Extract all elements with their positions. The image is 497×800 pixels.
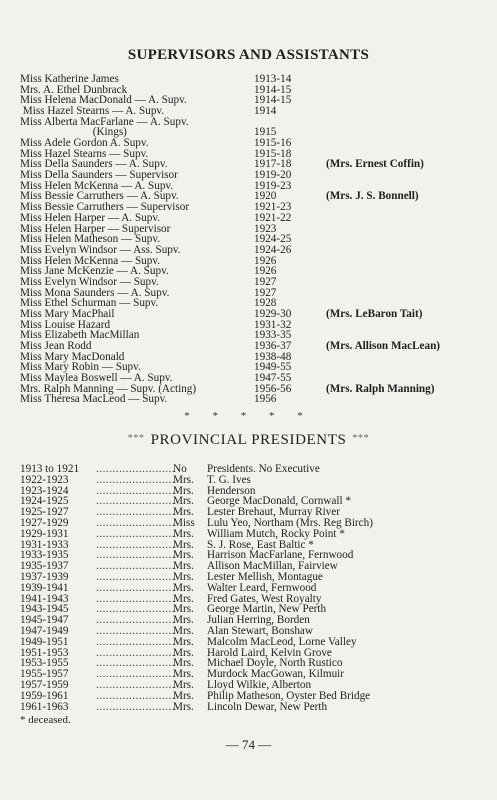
supervisor-name: Miss Mary MacPhail — [20, 307, 115, 320]
president-title: Mrs. — [173, 484, 194, 497]
section-divider: * * * * * — [184, 410, 313, 422]
leader-dots: ........................ — [96, 679, 176, 691]
leader-dots: ........................ — [96, 506, 176, 519]
presidents-heading — [0, 432, 497, 449]
supervisor-name: (Kings) — [20, 126, 127, 139]
leader-dots: ........................ — [96, 549, 176, 562]
term-years: 1925-1927 — [20, 506, 69, 519]
supervisor-years: 1914-15 — [254, 83, 292, 96]
term-years: 1924-1925 — [20, 495, 69, 508]
president-name: Presidents. No Executive — [207, 463, 320, 475]
table-row — [20, 475, 490, 486]
president-name: George Martin, New Perth — [207, 603, 327, 616]
supervisor-name: Miss Helen Harper — A. Supv. — [20, 211, 161, 224]
supervisor-years: 1914 — [254, 105, 277, 118]
supervisor-years: 1913-14 — [254, 73, 292, 85]
supervisor-years: 1917-18 — [254, 158, 292, 171]
president-title: Mrs. — [173, 592, 194, 605]
term-years: 1941-1943 — [20, 592, 69, 605]
leader-dots: ........................ — [96, 635, 176, 648]
heading-stars-left: *** — [127, 433, 145, 444]
supervisor-years: 1927 — [254, 286, 277, 299]
leader-dots: ........................ — [96, 614, 176, 627]
leader-dots: ........................ — [96, 657, 176, 670]
president-name: Fred Gates, West Royalty — [207, 592, 322, 605]
term-years: 1943-1945 — [20, 603, 69, 616]
president-name: Henderson — [207, 484, 256, 497]
president-name: Lester Mellish, Montague — [207, 571, 323, 583]
married-name: (Mrs. J. S. Bonnell) — [326, 190, 419, 203]
married-name: (Mrs. Allison MacLean) — [326, 340, 441, 352]
married-name: (Mrs. LeBaron Tait) — [326, 307, 423, 320]
supervisor-name: Miss Helen McKenna — A. Supv. — [20, 179, 174, 192]
supervisor-years: 1931-32 — [254, 318, 292, 331]
president-title: Mrs. — [173, 689, 194, 702]
supervisor-name: Miss Bessie Carruthers — A. Supv. — [20, 190, 179, 203]
president-name: Alan Stewart, Bonshaw — [207, 625, 313, 637]
president-title: Mrs. — [173, 635, 194, 648]
president-name: Walter Leard, Fernwood — [207, 581, 317, 594]
president-title: No — [173, 463, 187, 475]
president-title: Mrs. — [173, 657, 194, 670]
supervisor-name: Mrs. Ralph Manning — Supv. (Acting) — [20, 382, 197, 395]
president-name: S. J. Rose, East Baltic * — [207, 538, 314, 551]
leader-dots: ........................ — [96, 700, 176, 713]
table-row — [20, 394, 490, 405]
supervisor-name: Miss Theresa MacLeod — Supv. — [20, 393, 168, 406]
leader-dots: ........................ — [96, 484, 176, 497]
supervisor-name: Miss Della Saunders — A. Supv. — [20, 158, 168, 171]
term-years: 1939-1941 — [20, 581, 69, 594]
supervisor-name: Miss Adele Gordon A. Supv. — [20, 137, 149, 150]
president-name: Lulu Yeo, Northam (Mrs. Reg Birch) — [207, 517, 373, 529]
supervisor-years: 1933-35 — [254, 329, 292, 342]
married-name: (Mrs. Ernest Coffin) — [326, 158, 424, 171]
leader-dots: ........................ — [96, 668, 176, 681]
supervisor-years: 1920 — [254, 190, 277, 203]
leader-dots: ........................ — [96, 689, 176, 702]
supervisors-heading: SUPERVISORS AND ASSISTANTS — [127, 47, 370, 63]
leader-dots: ........................ — [96, 495, 176, 508]
supervisor-years: 1915 — [254, 126, 277, 139]
president-name: Allison MacMillan, Fairview — [207, 560, 338, 573]
supervisor-name: Miss Helen Harper — Supervisor — [20, 222, 171, 235]
supervisor-years: 1921-22 — [254, 211, 292, 224]
president-title: Mrs. — [173, 700, 194, 713]
leader-dots: ........................ — [96, 571, 176, 583]
term-years: 1933-1935 — [20, 549, 69, 562]
president-title: Miss — [173, 517, 195, 529]
term-years: 1959-1961 — [20, 689, 69, 702]
supervisor-years: 1921-23 — [254, 201, 292, 214]
term-years: 1961-1963 — [20, 700, 69, 713]
supervisor-years: 1929-30 — [254, 307, 292, 320]
president-name: Philip Matheson, Oyster Bed Bridge — [207, 689, 371, 702]
supervisor-name: Miss Evelyn Windsor — Ass. Supv. — [20, 243, 181, 256]
term-years: 1923-1924 — [20, 484, 69, 497]
table-row — [20, 702, 490, 713]
leader-dots: ........................ — [96, 517, 176, 529]
presidents-heading-text: PROVINCIAL PRESIDENTS — [150, 432, 347, 448]
president-title: Mrs. — [173, 668, 194, 681]
president-name: Julian Herring, Borden — [207, 614, 310, 627]
term-years: 1931-1933 — [20, 538, 69, 551]
president-title: Mrs. — [173, 625, 194, 637]
leader-dots: ........................ — [96, 473, 176, 486]
president-name: T. G. Ives — [207, 473, 251, 486]
supervisor-years: 1919-23 — [254, 179, 292, 192]
leader-dots: ........................ — [96, 625, 176, 637]
leader-dots: ........................ — [96, 527, 176, 540]
president-title: Mrs. — [173, 603, 194, 616]
supervisor-name: Miss Ethel Schurman — Supv. — [20, 297, 159, 310]
supervisor-name: Miss Katherine James — [20, 73, 119, 85]
president-name: Malcolm MacLeod, Lorne Valley — [207, 635, 357, 648]
president-title: Mrs. — [173, 538, 194, 551]
supervisor-years: 1956-56 — [254, 382, 292, 395]
supervisor-years: 1919-20 — [254, 169, 292, 182]
supervisor-name: Miss Bessie Carruthers — Supervisor — [20, 201, 190, 214]
supervisor-years: 1956 — [254, 393, 277, 406]
leader-dots: ........................ — [96, 581, 176, 594]
supervisor-years: 1924-26 — [254, 243, 292, 256]
supervisor-years: 1927 — [254, 275, 277, 288]
leader-dots: ........................ — [96, 592, 176, 605]
supervisor-name: Miss Mary Robin — Supv. — [20, 361, 141, 374]
term-years: 1913 to 1921 — [20, 463, 80, 475]
supervisor-name: Miss Hazel Stearns — A. Supv. — [20, 105, 165, 118]
term-years: 1951-1953 — [20, 646, 69, 659]
supervisor-years: 1928 — [254, 297, 277, 310]
supervisor-years: 1949-55 — [254, 361, 292, 374]
supervisor-name: Miss Alberta MacFarlane — A. Supv. — [20, 115, 189, 128]
term-years: 1927-1929 — [20, 517, 69, 529]
president-title: Mrs. — [173, 473, 194, 486]
term-years: 1922-1923 — [20, 473, 69, 486]
president-name: Lincoln Dewar, New Perth — [207, 700, 328, 713]
term-years: 1937-1939 — [20, 571, 69, 583]
president-title: Mrs. — [173, 495, 194, 508]
leader-dots: ........................ — [96, 646, 176, 659]
leader-dots: ........................ — [96, 463, 176, 475]
footnote: * deceased. — [20, 714, 71, 726]
president-title: Mrs. — [173, 614, 194, 627]
term-years: 1957-1959 — [20, 679, 69, 691]
president-name: William Mutch, Rocky Point * — [207, 527, 345, 540]
supervisor-name: Miss Hazel Stearns — Supv. — [20, 147, 149, 160]
president-title: Mrs. — [173, 527, 194, 540]
heading-stars-right: *** — [352, 433, 370, 444]
supervisor-name: Miss Helen Matheson — Supv. — [20, 233, 161, 246]
supervisor-name: Miss Jane McKenzie — A. Supv. — [20, 265, 169, 278]
president-title: Mrs. — [173, 549, 194, 562]
president-title: Mrs. — [173, 646, 194, 659]
term-years: 1949-1951 — [20, 635, 69, 648]
supervisor-name: Miss Helen McKenna — Supv. — [20, 254, 161, 267]
president-title: Mrs. — [173, 560, 194, 573]
supervisor-name: Miss Louise Hazard — [20, 318, 111, 331]
leader-dots: ........................ — [96, 538, 176, 551]
term-years: 1929-1931 — [20, 527, 69, 540]
president-name: Lloyd Wilkie, Alberton — [207, 679, 312, 691]
term-years: 1935-1937 — [20, 560, 69, 573]
supervisor-name: Miss Mary MacDonald — [20, 350, 125, 363]
supervisor-years: 1926 — [254, 265, 277, 278]
supervisor-years: 1938-48 — [254, 350, 292, 363]
supervisor-name: Miss Helena MacDonald — A. Supv. — [20, 94, 187, 107]
supervisor-name: Miss Della Saunders — Supervisor — [20, 169, 178, 182]
supervisor-years: 1915-18 — [254, 147, 292, 160]
term-years: 1947-1949 — [20, 625, 69, 637]
supervisor-years: 1923 — [254, 222, 277, 235]
page-number: — 74 — — [225, 737, 272, 752]
president-title: Mrs. — [173, 571, 194, 583]
term-years: 1945-1947 — [20, 614, 69, 627]
president-name: George MacDonald, Cornwall * — [207, 495, 351, 508]
president-name: Harrison MacFarlane, Fernwood — [207, 549, 354, 562]
supervisor-years: 1924-25 — [254, 233, 292, 246]
president-name: Harold Laird, Kelvin Grove — [207, 646, 332, 659]
supervisor-name: Miss Mona Saunders — A. Supv. — [20, 286, 170, 299]
president-title: Mrs. — [173, 679, 194, 691]
supervisor-name: Miss Evelyn Windsor — Supv. — [20, 275, 159, 288]
supervisor-years: 1914-15 — [254, 94, 292, 107]
president-name: Lester Brehaut, Murray River — [207, 506, 340, 519]
supervisor-name: Miss Maylea Boswell — A. Supv. — [20, 372, 173, 385]
president-name: Murdock MacGowan, Kilmuir — [207, 668, 345, 681]
leader-dots: ........................ — [96, 603, 176, 616]
term-years: 1953-1955 — [20, 657, 69, 670]
supervisor-name: Mrs. A. Ethel Dunbrack — [20, 83, 128, 96]
leader-dots: ........................ — [96, 560, 176, 573]
term-years: 1955-1957 — [20, 668, 69, 681]
supervisor-years: 1915-16 — [254, 137, 292, 150]
president-title: Mrs. — [173, 506, 194, 519]
president-name: Michael Doyle, North Rustico — [207, 657, 343, 670]
president-title: Mrs. — [173, 581, 194, 594]
supervisor-name: Miss Elizabeth MacMillan — [20, 329, 140, 342]
supervisor-name: Miss Jean Rodd — [20, 340, 92, 352]
table-row — [20, 464, 490, 475]
supervisor-years: 1936-37 — [254, 340, 292, 352]
supervisor-years: 1947-55 — [254, 372, 292, 385]
married-name: (Mrs. Ralph Manning) — [326, 382, 435, 395]
supervisor-years: 1926 — [254, 254, 277, 267]
